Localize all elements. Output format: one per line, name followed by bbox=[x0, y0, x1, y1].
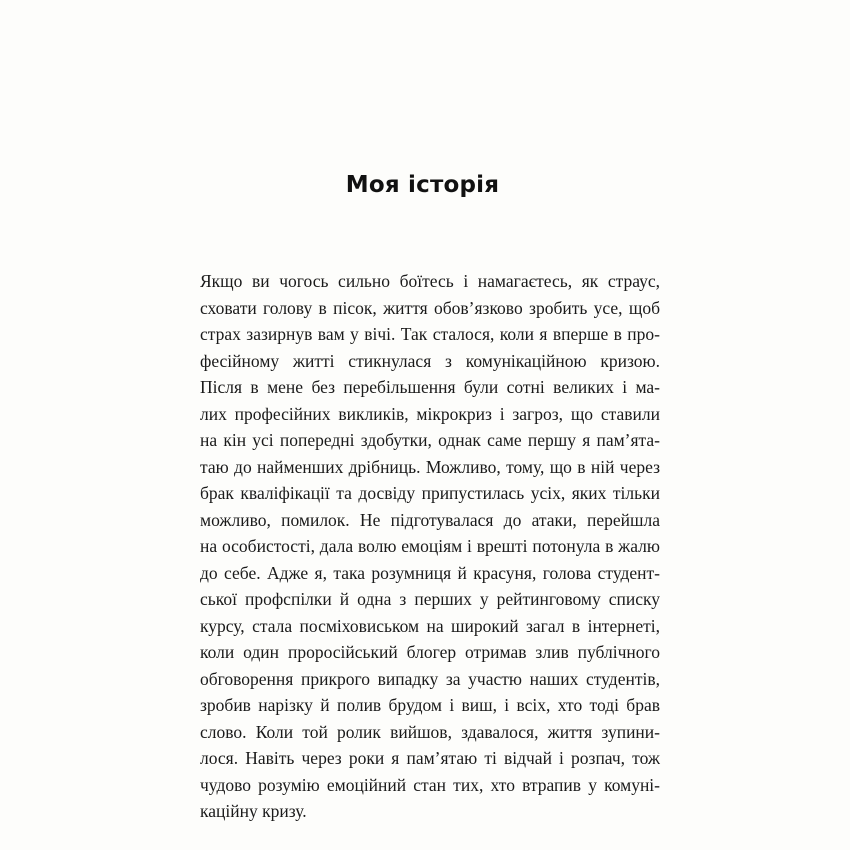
text-line: зробив нарізку й полив брудом і виш, і всіх, хто тоді брав bbox=[200, 695, 660, 715]
text-line: до себе. Адже я, така розумниця й красуня, голова студент- bbox=[200, 562, 660, 583]
text-line: брак кваліфікації та досвіду припустилась усіх, яких тільки bbox=[200, 483, 660, 503]
text-line: страх зазирнув вам у вічі. Так сталося, коли я вперше в про- bbox=[200, 324, 660, 344]
text-line: фесійному житті стикнулася з комунікаційною кризою. bbox=[200, 350, 660, 371]
text-line: каційну кризу. bbox=[200, 801, 307, 821]
text-line: сховати голову в пісок, життя обов’язково зробить усе, щоб bbox=[200, 297, 660, 318]
text-line: ської профспілки й одна з перших у рейтинговому списку bbox=[200, 589, 660, 609]
text-line: Після в мене без перебільшення були сотні великих і ма- bbox=[200, 377, 660, 397]
text-line: обговорення прикрого випадку за участю наших студентів, bbox=[200, 668, 660, 689]
text-line: лося. Навіть через роки я пам’ятаю ті відчай і розпач, тож bbox=[200, 748, 660, 768]
text-line: слово. Коли той ролик вийшов, здавалося, життя зупини- bbox=[200, 721, 660, 742]
text-line: можливо, помилок. Не підготувалася до атаки, перейшла bbox=[200, 509, 660, 530]
text-line: чудово розумію емоційний стан тих, хто втрапив у комуні- bbox=[200, 774, 660, 795]
text-line: Якщо ви чогось сильно боїтесь і намагаєтесь, як страус, bbox=[200, 271, 660, 291]
body-paragraph bbox=[200, 268, 660, 825]
text-line: на особистості, дала волю емоціям і врешті потонула в жалю bbox=[200, 536, 660, 556]
text-line: лих професійних викликів, мікрокриз і загроз, що ставили bbox=[200, 403, 660, 424]
text-line: коли один проросійський блогер отримав злив публічного bbox=[200, 642, 660, 662]
text-line: таю до найменших дрібниць. Можливо, тому, що в ній через bbox=[200, 456, 660, 477]
text-line: курсу, стала посміховиськом на широкий загал в інтернеті, bbox=[200, 615, 660, 636]
chapter-title: Моя історія bbox=[345, 172, 500, 198]
text-line: на кін усі попередні здобутки, однак саме першу я пам’ята- bbox=[200, 430, 660, 450]
